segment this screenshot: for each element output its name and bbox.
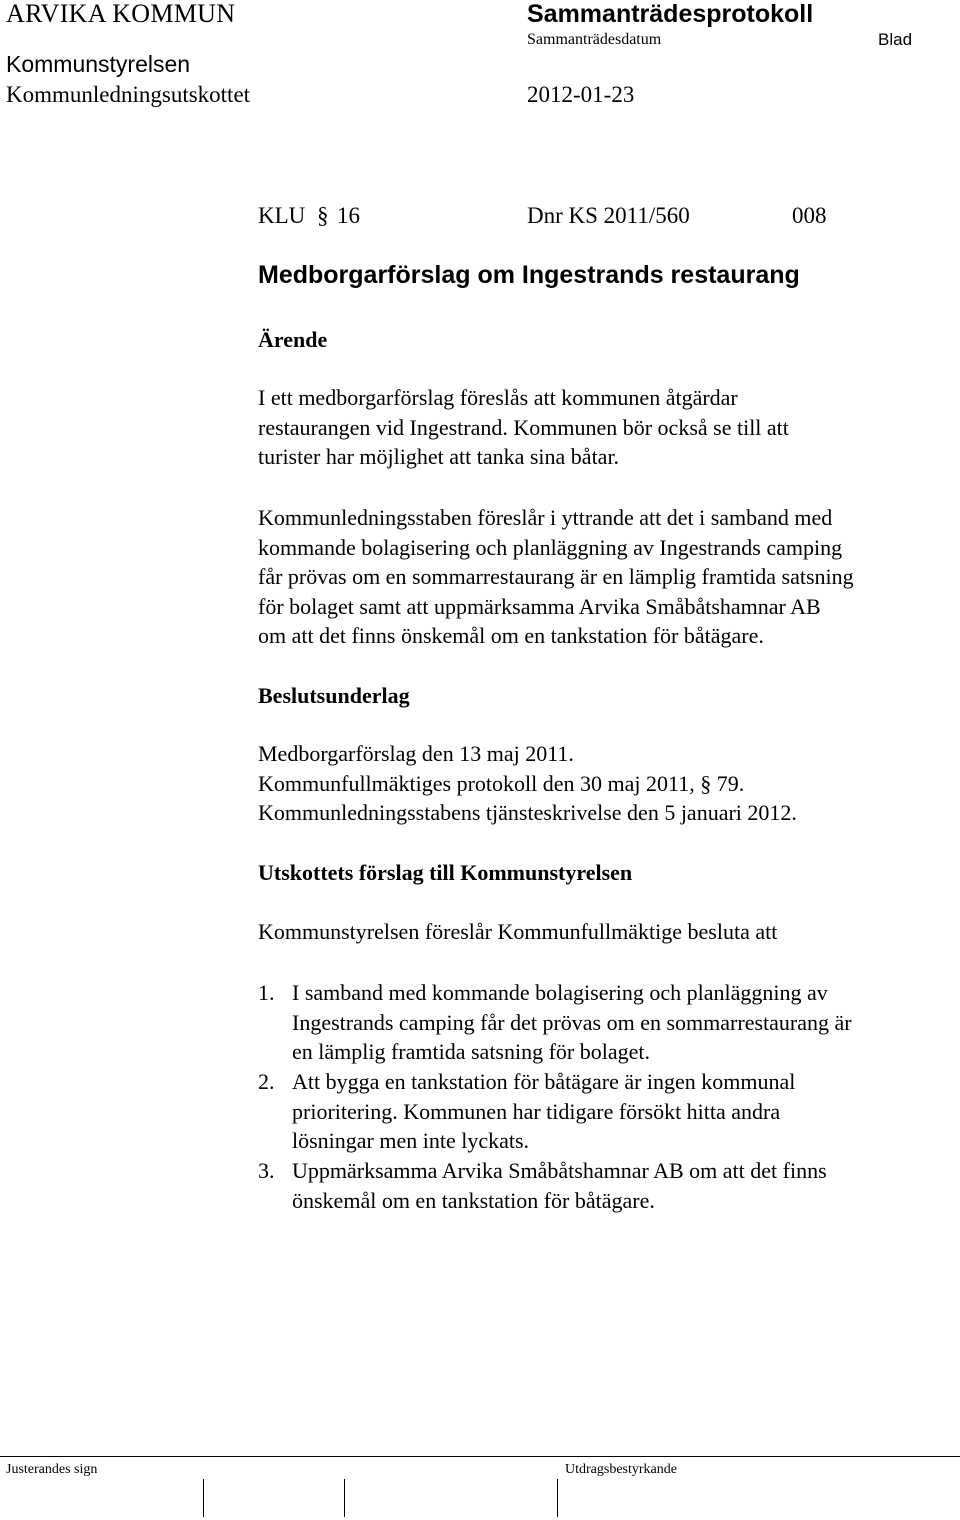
decision-basis-item [258,769,797,799]
text-line: önskemål om en tankstation för båtägare. [292,1187,655,1213]
text-line: Uppmärksamma Arvika Småbåtshamnar AB om att det finns [292,1158,827,1183]
case-number: 16 [337,203,360,228]
adjuster-signature-label: Justerandes sign [6,1462,98,1477]
proposal-item-text [292,1067,795,1156]
registration-number: Dnr KS 2011/560 [527,203,690,228]
decision-basis-text: Kommunfullmäktiges protokoll den 30 maj 2011, [258,770,701,796]
text-line: lösningar men inte lyckats. [292,1128,530,1154]
meeting-date-label: Sammanträdesdatum [527,31,662,48]
sheet-label: Blad [878,30,913,49]
text-line: Kommunledningsstaben föreslår i yttrande att det i samband med [258,505,833,530]
text-line: I ett medborgarförslag föreslås att kommunen åtgärdar [258,385,738,410]
text-line: får prövas om en sommarrestaurang är en lämplig framtida satsning [258,564,854,590]
signature-box-divider [203,1479,204,1517]
text-line: för bolaget samt att uppmärksamma Arvika Småbåtshamnar AB [258,593,821,619]
proposal-item-text [292,978,852,1067]
section-sign-icon: § [700,770,712,796]
section-sign-icon: § [317,203,329,228]
decision-basis-text: 79. [711,770,745,796]
arende-paragraph [258,383,789,472]
list-number: 3. [258,1158,275,1183]
text-line: prioritering. Kommunen har tidigare försökt hitta andra [292,1098,781,1124]
section-heading-forslag: Utskottets förslag till Kommunstyrelsen [258,860,633,885]
document-type: Sammanträdesprotokoll [527,0,814,28]
meeting-date: 2012-01-23 [527,82,635,107]
section-heading-arende: Ärende [258,327,328,352]
text-line: Att bygga en tankstation för båtägare är ingen kommunal [292,1069,796,1094]
footer-divider [0,1456,960,1457]
text-line: restaurangen vid Ingestrand. Kommunen bör också se till att [258,414,789,440]
board-name: Kommunstyrelsen [6,51,191,77]
extract-certification-label: Utdragsbestyrkande [565,1462,677,1477]
text-line: turister har möjlighet att tanka sina båtar. [258,444,620,470]
signature-box-divider [344,1479,345,1517]
decision-basis-list [258,739,797,828]
list-number: 2. [258,1069,275,1094]
text-line: I samband med kommande bolagisering och planläggning av [292,980,828,1005]
text-line: en lämplig framtida satsning för bolaget. [292,1039,651,1065]
text-line: Ingestrands camping får det prövas om en sommarrestaurang är [292,1009,852,1035]
case-prefix: KLU [258,203,306,228]
text-line: Kommunstyrelsen föreslår Kommunfullmäktige besluta att [258,919,778,944]
list-number: 1. [258,980,275,1005]
proposal-intro [258,917,777,947]
section-heading-beslutsunderlag: Beslutsunderlag [258,683,410,708]
staben-paragraph [258,503,854,651]
text-line: kommande bolagisering och planläggning av Ingestrands camping [258,534,843,560]
archive-code: 008 [792,203,827,228]
municipality-name: ARVIKA KOMMUN [6,0,236,28]
decision-basis-item: Medborgarförslag den 13 maj 2011. [258,741,574,766]
signature-box-divider [557,1479,558,1517]
document-title: Medborgarförslag om Ingestrands restaurang [258,261,800,289]
decision-basis-item: Kommunledningsstabens tjänsteskrivelse den 5 januari 2012. [258,800,797,826]
text-line: om att det finns önskemål om en tankstation för båtägare. [258,623,764,649]
proposal-item-text [292,1156,827,1215]
committee-name: Kommunledningsutskottet [6,82,251,107]
